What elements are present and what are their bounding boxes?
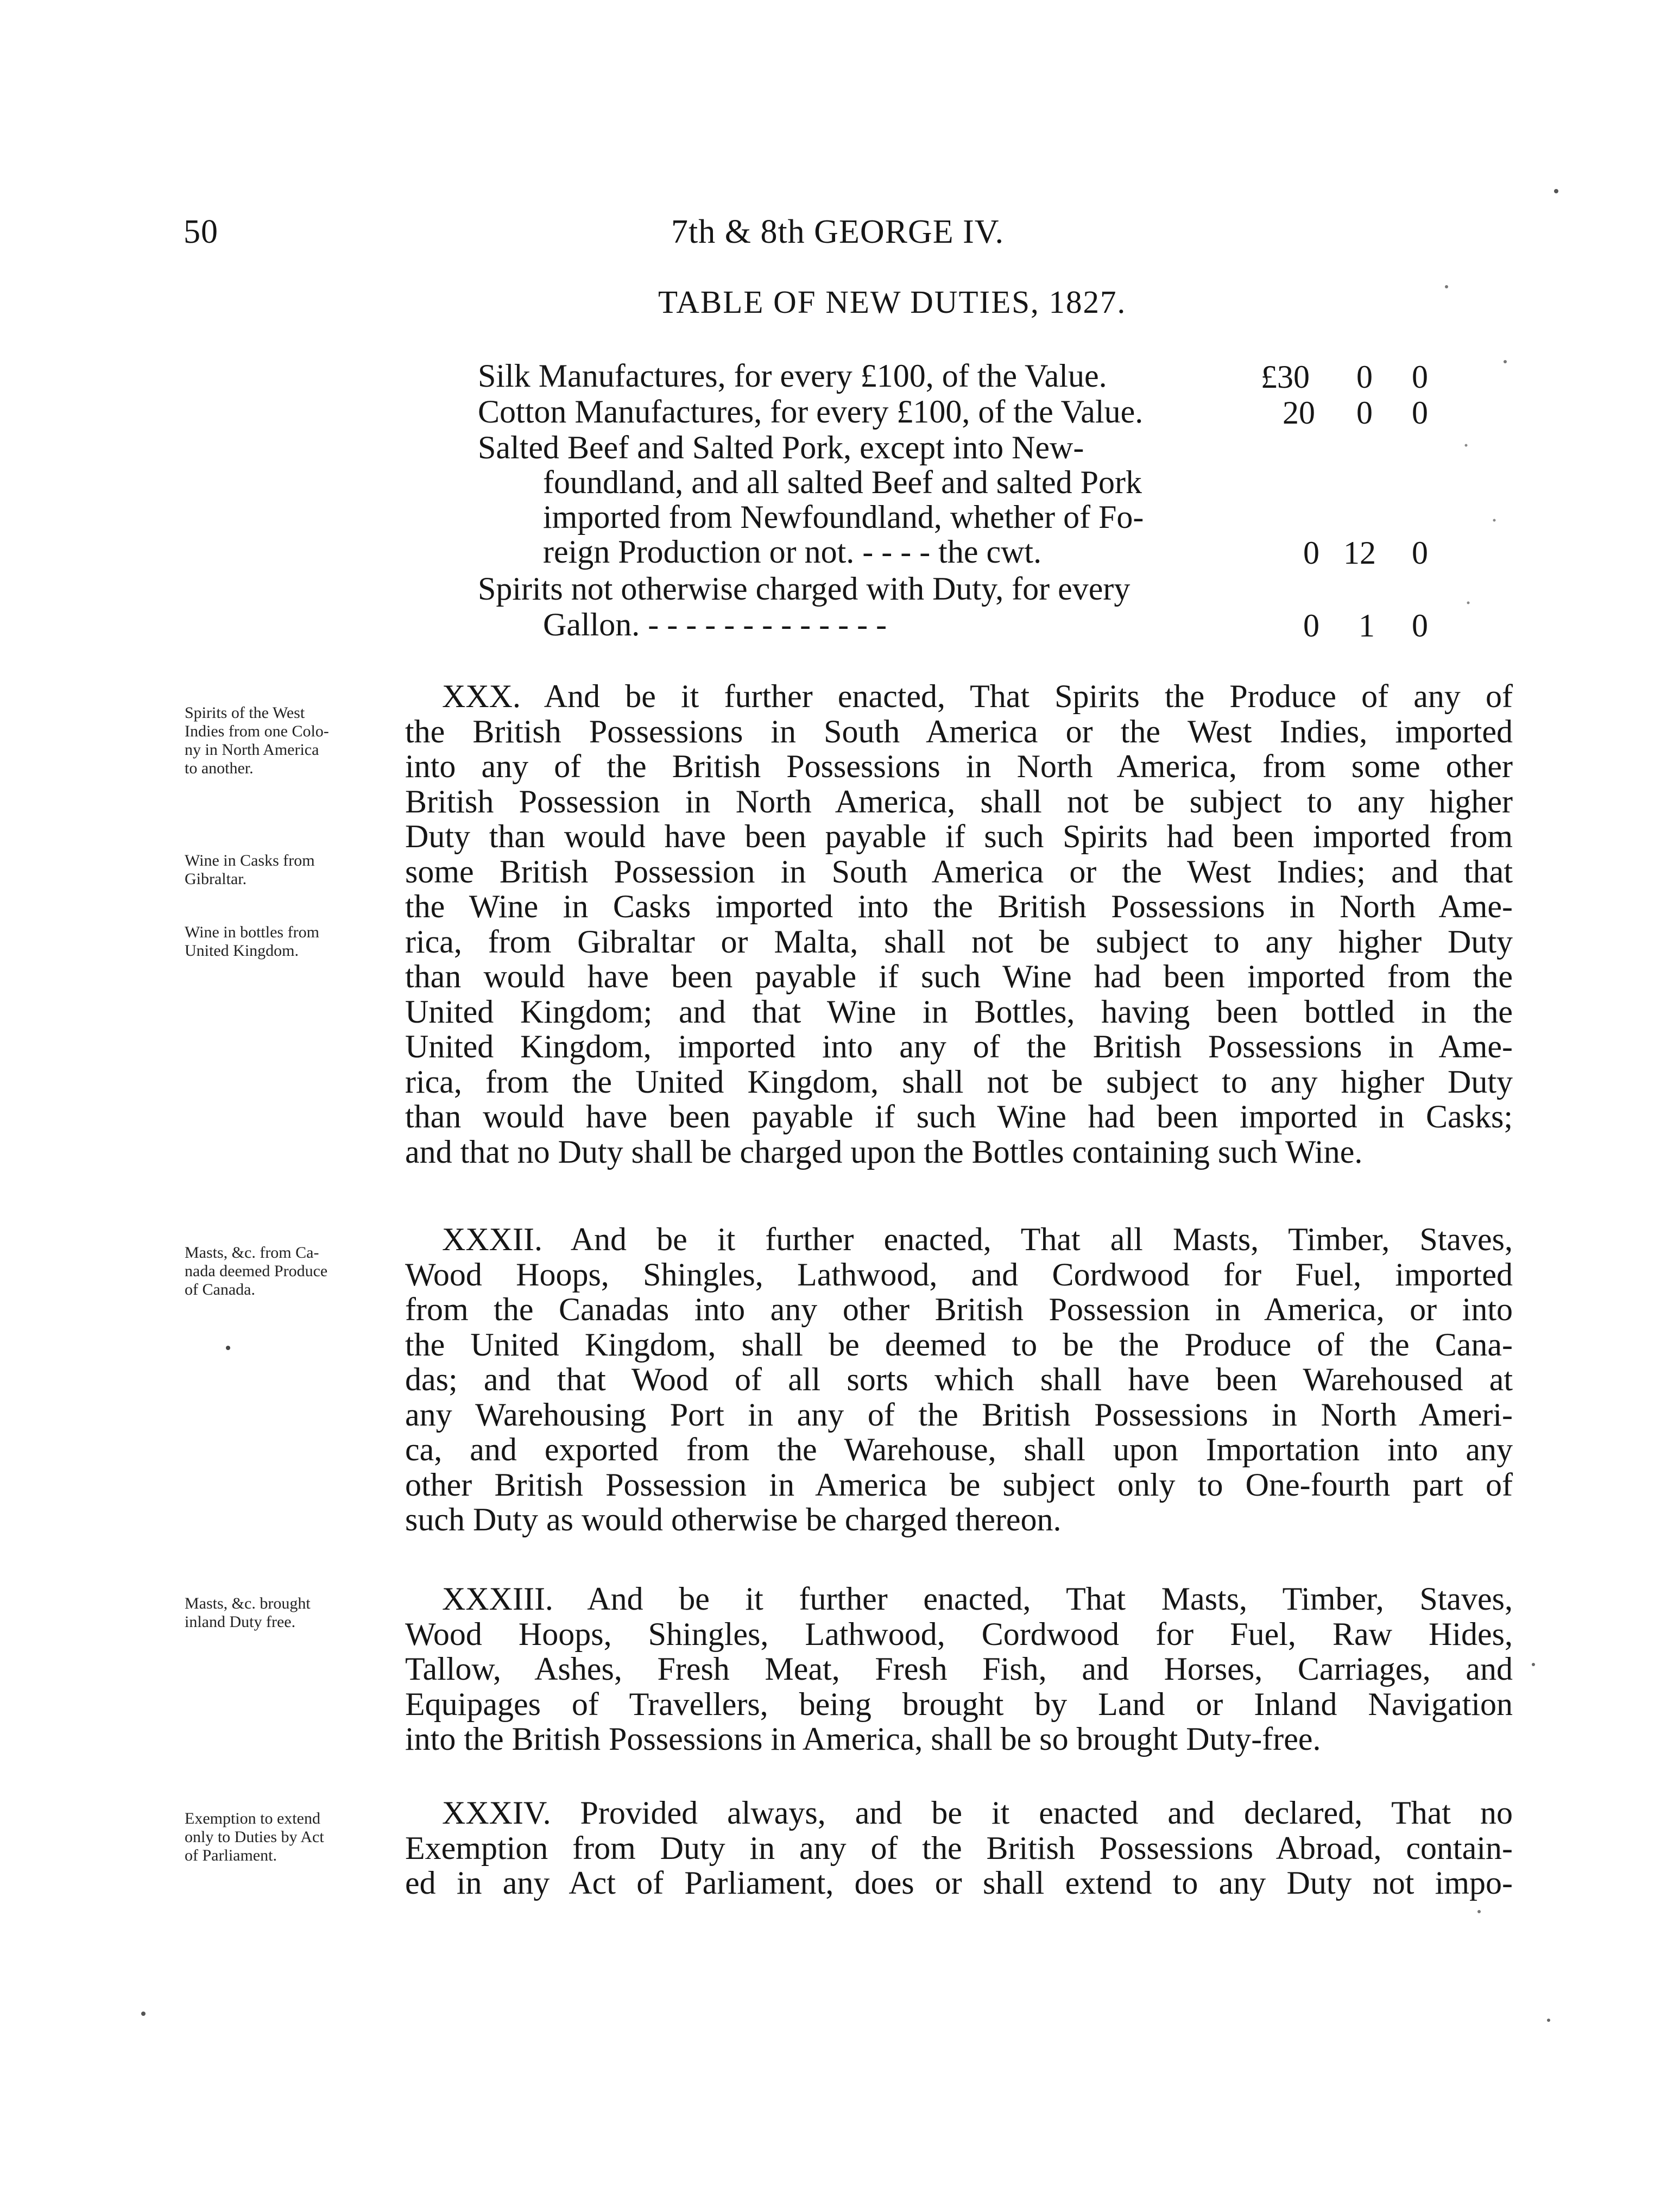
text-line: rica, from Gibraltar or Malta, shall not be subject to any higher Duty bbox=[405, 923, 1513, 960]
text-line: XXXII. And be it further enacted, That all Masts, Timber, Staves, bbox=[442, 1221, 1513, 1257]
margin-note-line: Gibraltar. bbox=[185, 870, 247, 888]
duty-item-text: imported from Newfoundland, whether of Fo- bbox=[543, 499, 1144, 535]
page-number: 50 bbox=[184, 213, 218, 250]
margin-note-line: Masts, &c. from Ca- bbox=[185, 1244, 319, 1262]
duty-amount-pence: 0 bbox=[1412, 359, 1428, 395]
margin-note-line: of Canada. bbox=[185, 1281, 255, 1298]
duty-amount-pounds: 20 bbox=[1283, 395, 1315, 431]
margin-note-line: inland Duty free. bbox=[185, 1613, 296, 1631]
duty-amount-pounds: 0 bbox=[1303, 608, 1319, 644]
text-line: rica, from the United Kingdom, shall not be subject to any higher Duty bbox=[405, 1063, 1513, 1100]
text-line: other British Possession in America be subject only to One-fourth part of bbox=[405, 1466, 1513, 1503]
duty-item-text: Salted Beef and Salted Pork, except into New- bbox=[478, 430, 1084, 465]
margin-note-line: Indies from one Colo- bbox=[185, 722, 329, 740]
duty-item-text: Silk Manufactures, for every £100, of the Value. bbox=[478, 358, 1107, 394]
text-line: das; and that Wood of all sorts which shall have been Warehoused at bbox=[405, 1361, 1513, 1397]
text-line: the British Possessions in South America or the West Indies, imported bbox=[405, 713, 1513, 749]
duty-amount-pence: 0 bbox=[1412, 608, 1428, 644]
text-line: from the Canadas into any other British Possession in America, or into bbox=[405, 1291, 1513, 1327]
text-line: the United Kingdom, shall be deemed to be the Produce of the Cana- bbox=[405, 1326, 1513, 1363]
text-line: XXXIII. And be it further enacted, That Masts, Timber, Staves, bbox=[442, 1581, 1513, 1617]
duty-amount-shillings: 1 bbox=[1359, 608, 1375, 644]
duty-amount-shillings: 0 bbox=[1356, 395, 1373, 431]
margin-note-line: only to Duties by Act bbox=[185, 1828, 324, 1846]
margin-note-line: to another. bbox=[185, 759, 254, 777]
text-line: Tallow, Ashes, Fresh Meat, Fresh Fish, and Horses, Carriages, and bbox=[405, 1651, 1513, 1687]
text-line: XXXIV. Provided always, and be it enacted and declared, That no bbox=[442, 1795, 1513, 1831]
duty-item-text: Cotton Manufactures, for every £100, of the Value. bbox=[478, 394, 1144, 430]
duty-amount-shillings: 0 bbox=[1356, 359, 1373, 395]
margin-note-line: Exemption to extend bbox=[185, 1810, 320, 1827]
duty-amount-shillings: 12 bbox=[1343, 535, 1376, 571]
duty-amount-pounds: £30 bbox=[1261, 359, 1310, 395]
margin-note-line: United Kingdom. bbox=[185, 942, 299, 960]
text-line: such Duty as would otherwise be charged thereon. bbox=[405, 1502, 1062, 1537]
text-line: ca, and exported from the Warehouse, shall upon Importation into any bbox=[405, 1432, 1513, 1467]
text-line: some British Possession in South America or the West Indies; and that bbox=[405, 853, 1513, 890]
margin-note-line: nada deemed Produce bbox=[185, 1262, 328, 1280]
text-line: ed in any Act of Parliament, does or shall extend to any Duty not impo- bbox=[405, 1865, 1513, 1901]
duty-item-text: reign Production or not. - - - - the cwt. bbox=[543, 534, 1042, 570]
text-line: into any of the British Possessions in North America, from some other bbox=[405, 748, 1513, 784]
text-line: than would have been payable if such Wine had been imported from the bbox=[405, 959, 1513, 994]
table-title: TABLE OF NEW DUTIES, 1827. bbox=[658, 284, 1127, 320]
text-line: into the British Possessions in America, shall be so brought Duty-free. bbox=[405, 1721, 1321, 1757]
margin-note-line: ny in North America bbox=[185, 741, 319, 759]
text-line: XXX. And be it further enacted, That Spirits the Produce of any of bbox=[442, 678, 1513, 714]
text-line: Exemption from Duty in any of the British Possessions Abroad, contain- bbox=[405, 1830, 1513, 1866]
running-title: 7th & 8th GEORGE IV. bbox=[671, 213, 1005, 250]
duty-amount-pounds: 0 bbox=[1303, 535, 1319, 571]
text-line: Wood Hoops, Shingles, Lathwood, and Cordwood for Fuel, imported bbox=[405, 1256, 1513, 1293]
margin-note-line: Wine in bottles from bbox=[185, 923, 319, 941]
duty-item-text: Spirits not otherwise charged with Duty, for every bbox=[478, 571, 1130, 607]
text-line: Equipages of Travellers, being brought by Land or Inland Navigation bbox=[405, 1686, 1513, 1722]
text-line: than would have been payable if such Wine had been imported in Casks; bbox=[405, 1099, 1513, 1134]
text-line: Duty than would have been payable if such Spirits had been imported from bbox=[405, 818, 1513, 854]
text-line: British Possession in North America, shall not be subject to any higher bbox=[405, 783, 1513, 819]
duty-amount-pence: 0 bbox=[1412, 535, 1428, 571]
margin-note-line: Masts, &c. brought bbox=[185, 1594, 311, 1612]
margin-note-line: Wine in Casks from bbox=[185, 852, 315, 869]
text-line: United Kingdom; and that Wine in Bottles, having been bottled in the bbox=[405, 993, 1513, 1030]
duty-item-text: foundland, and all salted Beef and salted Pork bbox=[543, 464, 1142, 500]
duty-amount-pence: 0 bbox=[1412, 395, 1428, 431]
text-line: the Wine in Casks imported into the British Possessions in North Ame- bbox=[405, 888, 1513, 924]
text-line: United Kingdom, imported into any of the British Possessions in Ame- bbox=[405, 1029, 1513, 1064]
margin-note-line: of Parliament. bbox=[185, 1846, 277, 1864]
text-line: and that no Duty shall be charged upon the Bottles containing such Wine. bbox=[405, 1133, 1363, 1170]
text-line: any Warehousing Port in any of the British Possessions in North Ameri- bbox=[405, 1396, 1513, 1433]
margin-note-line: Spirits of the West bbox=[185, 704, 305, 722]
duty-item-text: Gallon. - - - - - - - - - - - - - bbox=[543, 607, 887, 642]
text-line: Wood Hoops, Shingles, Lathwood, Cordwood for Fuel, Raw Hides, bbox=[405, 1616, 1513, 1652]
